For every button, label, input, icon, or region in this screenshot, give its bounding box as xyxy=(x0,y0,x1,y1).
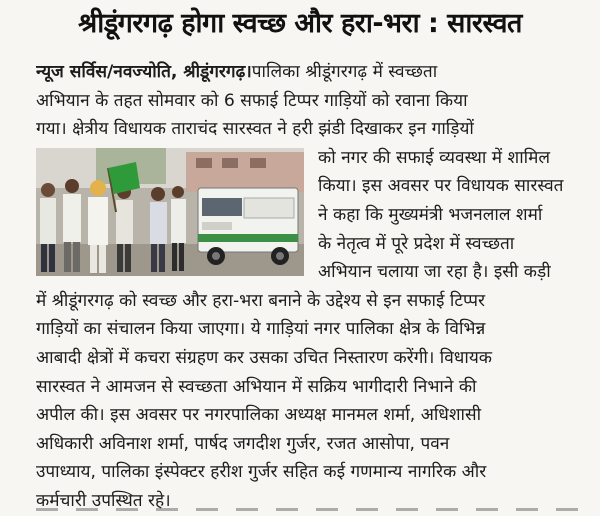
headline: श्रीडूंगरगढ़ होगा स्वच्छ और हरा-भरा : सारस्वत xyxy=(78,8,522,39)
article-line-16: कर्मचारी उपस्थित रहे। xyxy=(36,490,171,511)
article-body xyxy=(36,58,592,516)
news-photo xyxy=(36,148,304,276)
byline: न्यूज सर्विस/नवज्योति, श्रीडूंगरगढ़। xyxy=(36,62,252,82)
article-line-3: गया। क्षेत्रीय विधायक ताराचंद सारस्वत ने हरी झंडी दिखाकर इन गाड़ियों xyxy=(36,119,474,140)
article-line-4: को नगर की सफाई व्यवस्था में शामिल xyxy=(318,147,551,168)
article-line-11: आबादी क्षेत्रों में कचरा संग्रहण कर उसका उचित निस्तारण करेंगी। विधायक xyxy=(36,347,492,368)
article-line-10: गाड़ियों का संचालन किया जाएगा। ये गाड़ियां नगर पालिका क्षेत्र के विभिन्न xyxy=(36,319,486,340)
article-line-13: अपील की। इस अवसर पर नगरपालिका अध्यक्ष मानमल शर्मा, अधिशासी xyxy=(36,405,482,426)
article-line-2: अभियान के तहत सोमवार को 6 सफाई टिप्पर गाड़ियों को रवाना किया xyxy=(36,90,468,111)
bottom-rule xyxy=(36,508,592,511)
article-line-6: ने कहा कि मुख्यमंत्री भजनलाल शर्मा xyxy=(318,204,543,225)
article-line-12: सारस्वत ने आमजन से स्वच्छता अभियान में सक्रिय भागीदारी निभाने की xyxy=(36,376,477,397)
article-line-8: अभियान चलाया जा रहा है। इसी कड़ी xyxy=(318,262,551,283)
article-line-1: न्यूज सर्विस/नवज्योति, श्रीडूंगरगढ़।पालिका श्रीडूंगरगढ़ में स्वच्छता xyxy=(36,62,438,82)
article-line-15: उपाध्याय, पालिका इंस्पेक्टर हरीश गुर्जर सहित कई गणमान्य नागरिक और xyxy=(36,462,487,483)
article-line-14: अधिकारी अविनाश शर्मा, पार्षद जगदीश गुर्जर, रजत आसोपा, पवन xyxy=(36,433,450,454)
article-line-9: में श्रीडूंगरगढ़ को स्वच्छ और हरा-भरा बनाने के उद्देश्य से इन सफाई टिप्पर xyxy=(36,290,486,311)
article-line-5: किया। इस अवसर पर विधायक सारस्वत xyxy=(318,176,564,197)
article-line-7: के नेतृत्व में पूरे प्रदेश में स्वच्छता xyxy=(318,233,515,254)
flag-off-ceremony-photo xyxy=(36,148,304,276)
